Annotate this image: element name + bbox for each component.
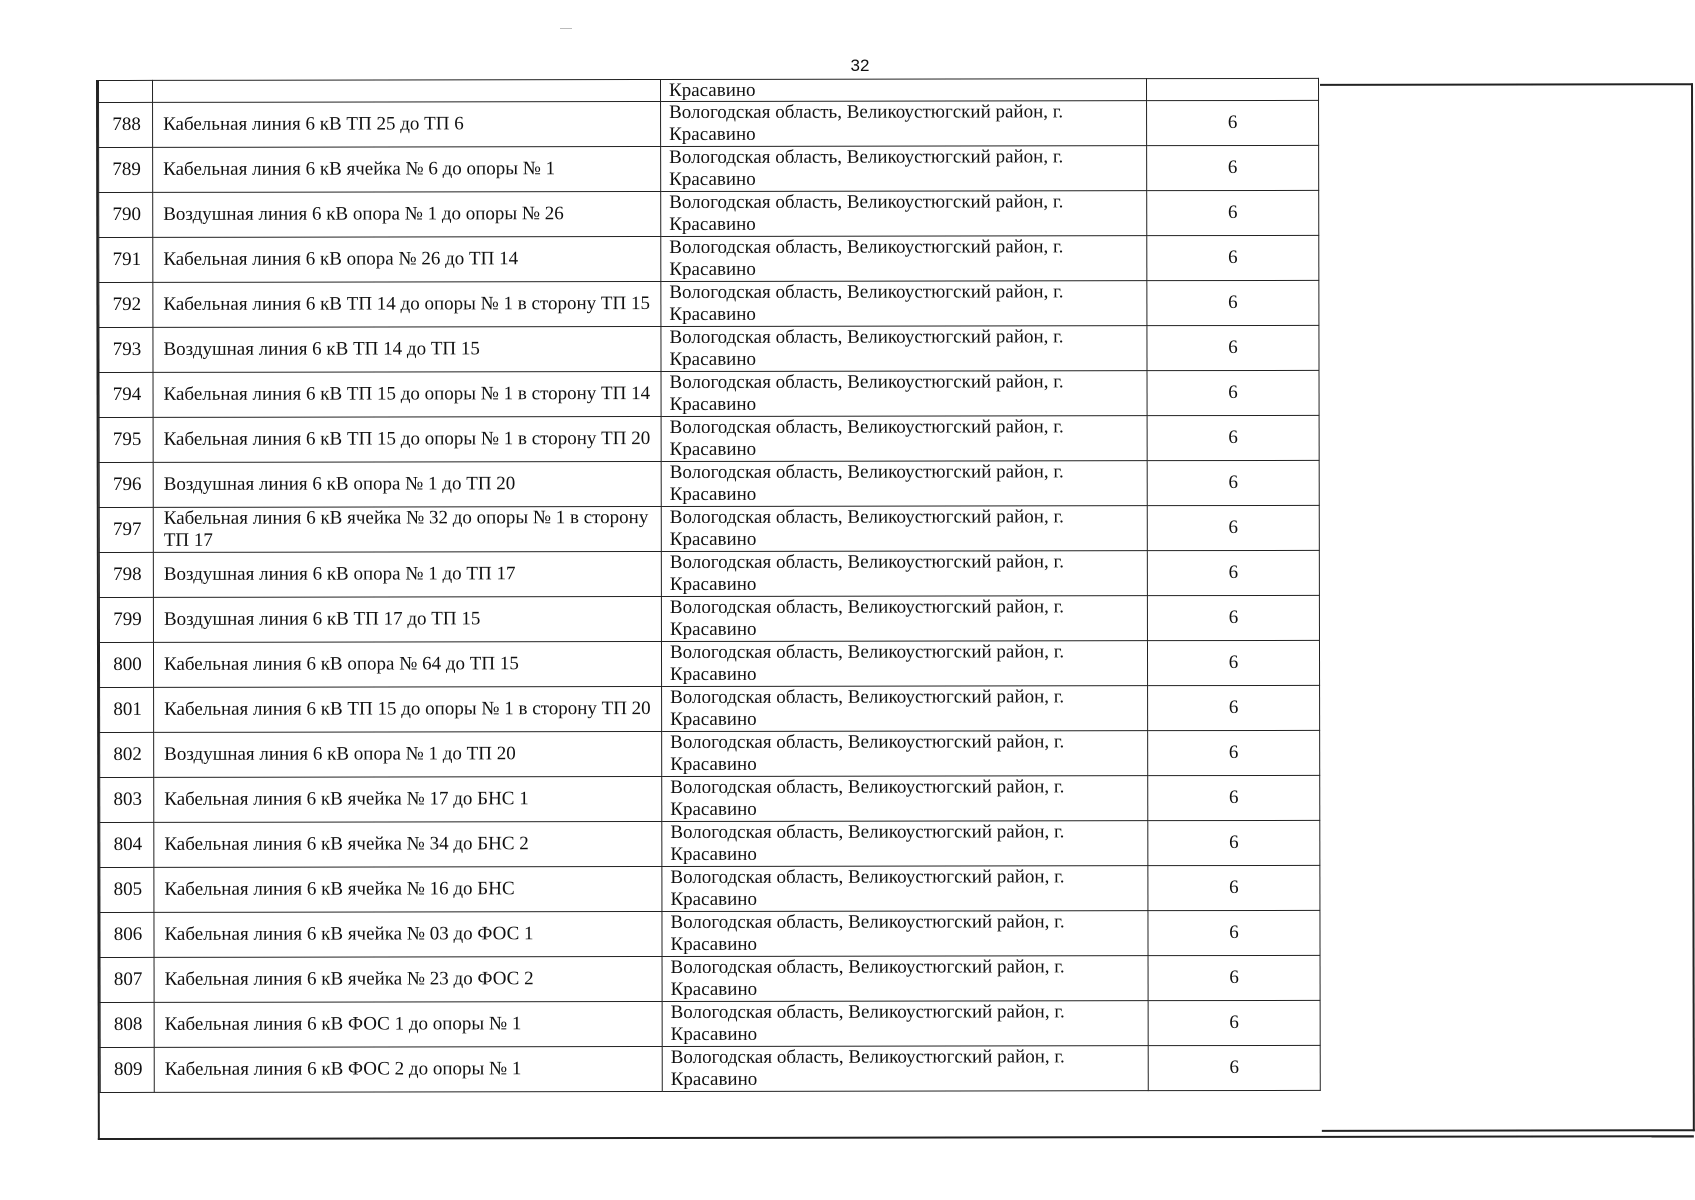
address-line-1: Вологодская область, Великоустюгский район, г.: [670, 776, 1065, 798]
cell-number: [99, 80, 153, 102]
table-row: [99, 145, 1319, 192]
cell-number: 791: [99, 237, 153, 282]
table-row: [99, 235, 1319, 282]
table-row: [99, 370, 1319, 417]
address-line-1: Вологодская область, Великоустюгский район, г.: [669, 416, 1064, 438]
cell-name: Кабельная линия 6 кВ опора № 26 до ТП 14: [153, 237, 661, 283]
table-row: [99, 460, 1319, 507]
cell-voltage: 6: [1148, 865, 1320, 910]
cell-voltage: 6: [1148, 955, 1320, 1000]
cell-number: 789: [99, 147, 153, 192]
address-line-2: Красавино: [669, 618, 757, 640]
cell-voltage: 6: [1147, 280, 1319, 325]
cell-number: 807: [100, 957, 154, 1002]
table-row: [99, 100, 1319, 147]
cell-address: [661, 236, 1147, 282]
cell-name: Кабельная линия 6 кВ ФОС 1 до опоры № 1: [154, 1002, 662, 1048]
cell-number: 792: [99, 282, 153, 327]
cell-number: 790: [99, 192, 153, 237]
address-line-2: Красавино: [669, 213, 756, 235]
cell-name: Кабельная линия 6 кВ ячейка № 34 до БНС 2: [154, 822, 662, 868]
cell-number: 793: [99, 327, 153, 372]
cell-number: 809: [100, 1047, 154, 1092]
address-line-2: Красавино: [670, 888, 757, 910]
cell-address: [661, 641, 1147, 687]
cell-name: Кабельная линия 6 кВ ТП 15 до опоры № 1 в сторону ТП 14: [153, 372, 661, 418]
address-line-1: Вологодская область, Великоустюгский район, г.: [670, 956, 1065, 978]
cell-name: Кабельная линия 6 кВ ТП 15 до опоры № 1 в сторону ТП 20: [154, 687, 662, 733]
address-line-2: Красавино: [670, 978, 758, 1000]
cell-voltage: 6: [1148, 1045, 1320, 1090]
cell-voltage: 6: [1147, 325, 1319, 370]
address-line-1: Вологодская область, Великоустюгский район, г.: [669, 371, 1064, 393]
table-row: [100, 1000, 1320, 1047]
cell-address: [661, 416, 1147, 462]
table-row: [100, 730, 1320, 777]
cell-name: [153, 80, 661, 103]
cell-name: Воздушная линия 6 кВ опора № 1 до ТП 20: [154, 732, 662, 778]
cell-address: [662, 776, 1148, 822]
cell-name: Воздушная линия 6 кВ опора № 1 до опоры № 26: [153, 192, 661, 238]
cell-name: Кабельная линия 6 кВ ТП 25 до ТП 6: [153, 102, 661, 148]
address-line-2: Красавино: [669, 123, 756, 145]
table-row: [99, 415, 1319, 462]
cell-voltage: 6: [1148, 1000, 1320, 1045]
table-row: [99, 325, 1319, 372]
cell-number: 798: [99, 552, 153, 597]
right-empty-column: [1320, 83, 1695, 1132]
cell-address: Красавино: [661, 79, 1147, 102]
address-line-2: Красавино: [670, 753, 757, 775]
cell-address: [662, 821, 1148, 867]
cell-address: [662, 956, 1148, 1002]
cell-number: 808: [100, 1002, 154, 1047]
address-line-2: Красавино: [670, 663, 757, 685]
address-line-1: Вологодская область, Великоустюгский район, г.: [670, 866, 1065, 888]
address-line-1: Вологодская область, Великоустюгский район, г.: [670, 1001, 1065, 1023]
address-line-2: Красавино: [669, 528, 757, 550]
address-line-2: Красавино: [669, 303, 756, 325]
cell-address: [661, 371, 1147, 417]
cell-voltage: 6: [1147, 550, 1319, 595]
table-row-continuation: [99, 78, 1319, 102]
address-line-2: Красавино: [670, 708, 757, 730]
table-row: [99, 640, 1319, 687]
address-line-1: Вологодская область, Великоустюгский район, г.: [669, 191, 1064, 213]
address-line-2: Красавино: [669, 348, 757, 370]
cell-address: [662, 1046, 1148, 1092]
address-line-2: Красавино: [669, 573, 757, 595]
cell-number: 805: [100, 867, 154, 912]
cell-address: [661, 191, 1147, 237]
address-line-2: Красавино: [670, 798, 757, 820]
address-line-1: Вологодская область, Великоустюгский район, г.: [670, 686, 1065, 708]
cell-number: 794: [99, 372, 153, 417]
cell-voltage: 6: [1148, 685, 1320, 730]
table-row: [100, 820, 1320, 867]
cell-voltage: 6: [1147, 505, 1319, 550]
cell-number: 802: [100, 732, 154, 777]
cell-voltage: 6: [1148, 910, 1320, 955]
cell-address: [661, 146, 1147, 192]
cell-address: [661, 281, 1147, 327]
address-line-2: Красавино: [669, 438, 757, 460]
cell-name: Кабельная линия 6 кВ опора № 64 до ТП 15: [153, 642, 661, 688]
cell-address: [662, 911, 1148, 957]
cell-name: Кабельная линия 6 кВ ТП 14 до опоры № 1 в сторону ТП 15: [153, 282, 661, 328]
cell-address: [661, 461, 1147, 507]
cell-name: Кабельная линия 6 кВ ячейка № 6 до опоры № 1: [153, 147, 661, 193]
address-line-1: Вологодская область, Великоустюгский район, г.: [669, 146, 1064, 168]
address-line-1: Вологодская область, Великоустюгский район, г.: [669, 326, 1064, 348]
document-table-frame: [96, 77, 1694, 1140]
cell-address: [662, 731, 1148, 777]
cell-address: [661, 596, 1147, 642]
address-line-1: Вологодская область, Великоустюгский район, г.: [669, 281, 1064, 303]
address-line-1: Вологодская область, Великоустюгский район, г.: [669, 506, 1064, 528]
address-line-1: Вологодская область, Великоустюгский район, г.: [669, 596, 1065, 618]
cell-name: Воздушная линия 6 кВ ТП 14 до ТП 15: [153, 327, 661, 373]
cell-voltage: 6: [1148, 775, 1320, 820]
cell-name: Кабельная линия 6 кВ ячейка № 03 до ФОС 1: [154, 912, 662, 958]
cell-address: [662, 1001, 1148, 1047]
cell-name: Кабельная линия 6 кВ ТП 15 до опоры № 1 в сторону ТП 20: [153, 417, 661, 463]
infrastructure-table: [98, 78, 1321, 1093]
address-line-1: Вологодская область, Великоустюгский район, г.: [669, 236, 1064, 258]
cell-voltage: 6: [1147, 460, 1319, 505]
cell-voltage: [1146, 78, 1318, 100]
address-line-1: Вологодская область, Великоустюгский район, г.: [669, 641, 1065, 663]
table-body: [99, 78, 1321, 1092]
address-line-2: Красавино: [669, 258, 756, 280]
cell-name: Воздушная линия 6 кВ опора № 1 до ТП 20: [153, 462, 661, 508]
address-line-2: Красавино: [670, 933, 758, 955]
cell-voltage: 6: [1148, 820, 1320, 865]
table-row: [100, 775, 1320, 822]
cell-voltage: 6: [1147, 145, 1319, 190]
cell-voltage: 6: [1147, 595, 1319, 640]
address-line-1: Вологодская область, Великоустюгский район, г.: [669, 461, 1064, 483]
cell-voltage: 6: [1147, 100, 1319, 145]
cell-name: Воздушная линия 6 кВ опора № 1 до ТП 17: [153, 552, 661, 598]
scan-artifact: [560, 28, 572, 29]
cell-number: 799: [99, 597, 153, 642]
cell-address: [661, 551, 1147, 597]
cell-number: 801: [100, 687, 154, 732]
address-line-1: Вологодская область, Великоустюгский район, г.: [669, 551, 1064, 573]
cell-voltage: 6: [1147, 415, 1319, 460]
cell-voltage: 6: [1147, 190, 1319, 235]
page-number: 32: [850, 56, 870, 75]
address-line-2: Красавино: [670, 1068, 758, 1090]
cell-voltage: 6: [1148, 730, 1320, 775]
cell-name: Кабельная линия 6 кВ ячейка № 23 до ФОС 2: [154, 957, 662, 1003]
cell-number: 800: [99, 642, 153, 687]
address-line-2: Красавино: [669, 168, 756, 190]
table-row: [99, 505, 1319, 552]
address-line-1: Вологодская область, Великоустюгский район, г.: [670, 821, 1065, 843]
table-row: [100, 685, 1320, 732]
address-line-2: Красавино: [670, 1023, 758, 1045]
cell-name: Воздушная линия 6 кВ ТП 17 до ТП 15: [153, 597, 661, 643]
address-line-1: Вологодская область, Великоустюгский район, г.: [669, 101, 1064, 123]
cell-address: [662, 866, 1148, 912]
cell-name: Кабельная линия 6 кВ ячейка № 17 до БНС 1: [154, 777, 662, 823]
address-line-2: Красавино: [670, 843, 757, 865]
cell-name: Кабельная линия 6 кВ ячейка № 16 до БНС: [154, 867, 662, 913]
cell-address: [662, 686, 1148, 732]
cell-address: [661, 326, 1147, 372]
table-row: [100, 1045, 1320, 1092]
cell-number: 803: [100, 777, 154, 822]
cell-name: Кабельная линия 6 кВ ФОС 2 до опоры № 1: [154, 1047, 662, 1093]
table-row: [99, 280, 1319, 327]
table-row: [99, 190, 1319, 237]
cell-address: [661, 101, 1147, 147]
cell-number: 796: [99, 462, 153, 507]
address-line-2: Красавино: [669, 393, 757, 415]
cell-voltage: 6: [1147, 640, 1319, 685]
cell-name: Кабельная линия 6 кВ ячейка № 32 до опоры № 1 в сторону ТП 17: [153, 507, 661, 553]
address-line-1: Вологодская область, Великоустюгский район, г.: [670, 1046, 1065, 1068]
table-row: [100, 955, 1320, 1002]
address-line-1: Вологодская область, Великоустюгский район, г.: [670, 731, 1065, 753]
cell-number: 788: [99, 102, 153, 147]
table-row: [100, 910, 1320, 957]
table-row: [100, 865, 1320, 912]
cell-number: 795: [99, 417, 153, 462]
cell-address: [661, 506, 1147, 552]
cell-voltage: 6: [1147, 370, 1319, 415]
address-line-2: Красавино: [669, 483, 757, 505]
address-line-1: Вологодская область, Великоустюгский район, г.: [670, 911, 1065, 933]
cell-voltage: 6: [1147, 235, 1319, 280]
table-row: [99, 595, 1319, 642]
table-row: [99, 550, 1319, 597]
cell-number: 804: [100, 822, 154, 867]
cell-number: 797: [99, 507, 153, 552]
cell-number: 806: [100, 912, 154, 957]
